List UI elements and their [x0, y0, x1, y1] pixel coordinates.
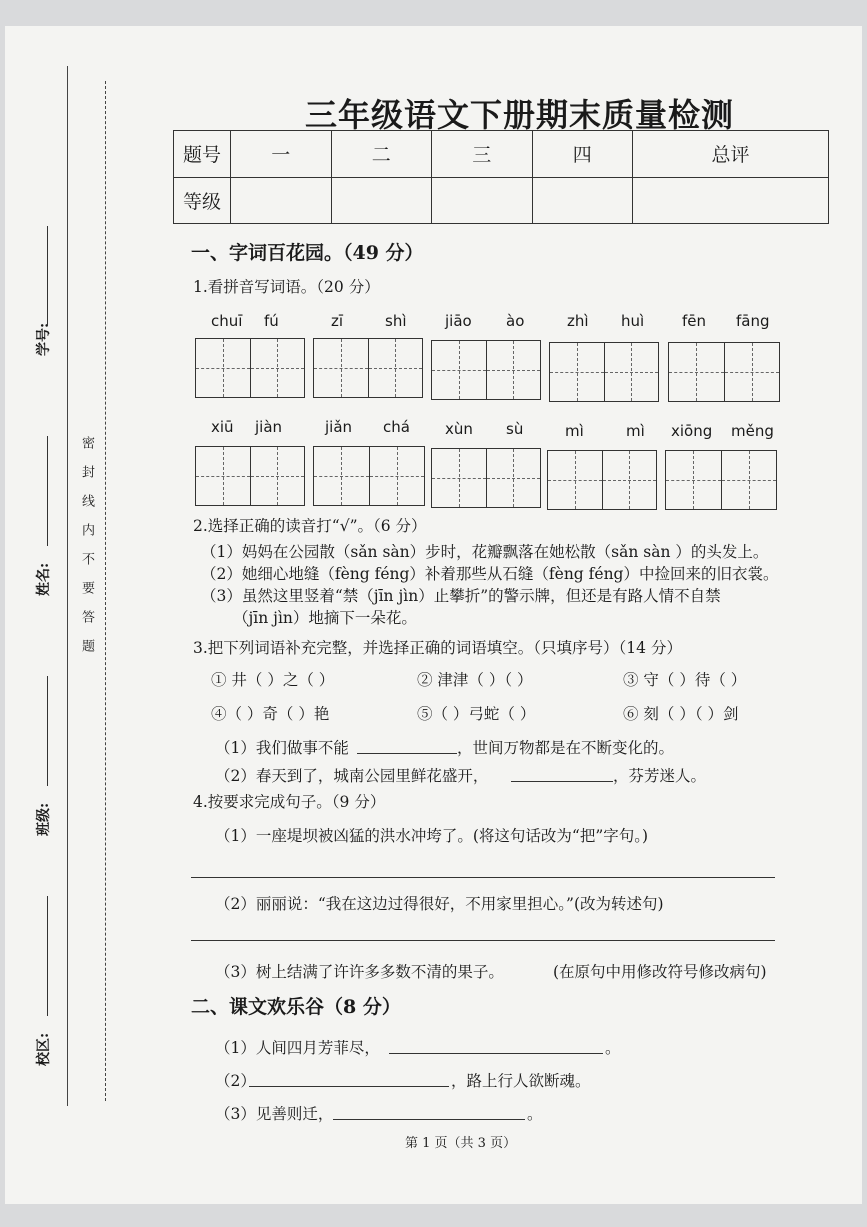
q3-sentence1-start: （1）我们做事不能	[215, 739, 349, 757]
class-label: 班级:	[36, 802, 52, 836]
writing-box[interactable]	[313, 338, 423, 398]
score-table	[173, 130, 829, 224]
answer-line[interactable]	[191, 940, 775, 941]
seal-notice: 密封线内不要答题	[79, 436, 94, 668]
student-id-label: 学号:	[36, 322, 52, 356]
q2-item: （jīn jìn）地摘下一朵花。	[233, 609, 417, 627]
page-footer: 第 1 页（共 3 页）	[405, 1136, 517, 1151]
poem-line2-start: （2）	[215, 1072, 256, 1090]
grade-input-cell[interactable]	[432, 177, 533, 224]
poem-line2-end: ，路上行人欲断魂。	[451, 1072, 591, 1090]
pinyin: mì	[626, 422, 645, 440]
score-table-header-row	[174, 131, 829, 178]
pinyin: zhì	[567, 312, 589, 330]
grade-input-cell[interactable]	[231, 177, 332, 224]
pinyin: shì	[385, 312, 407, 330]
grade-input-cell[interactable]	[331, 177, 432, 224]
pinyin: sù	[506, 420, 524, 438]
score-cell: 二	[331, 131, 432, 178]
q3-sentence2-start: （2）春天到了，城南公园里鲜花盛开，	[215, 767, 489, 785]
q3-word: ⑥ 刻（ ）（ ）剑	[623, 705, 739, 723]
q3-word: ④（ ）奇（ ）艳	[211, 705, 330, 723]
score-cell: 题号	[174, 131, 231, 178]
pinyin: fēn	[682, 312, 707, 330]
score-cell: 三	[432, 131, 533, 178]
pinyin: měng	[731, 422, 774, 440]
writing-box[interactable]	[665, 450, 777, 510]
q4-prompt: 4.按要求完成句子。（9 分）	[193, 793, 386, 811]
writing-box[interactable]	[431, 340, 541, 400]
q3-sentence2-end: ，芬芳迷人。	[613, 767, 707, 785]
writing-box[interactable]	[195, 446, 305, 506]
school-label: 校区:	[36, 1032, 52, 1066]
name-label: 姓名:	[36, 562, 52, 596]
exam-title: 三年级语文下册期末质量检测	[305, 96, 735, 134]
poem-line1-end: 。	[605, 1039, 621, 1057]
score-cell: 一	[231, 131, 332, 178]
q3-word: ⑤（ ）弓蛇（ ）	[417, 705, 536, 723]
score-cell: 四	[532, 131, 633, 178]
student-id-line	[47, 226, 48, 326]
q3-sentence1-end: ，世间万物都是在不断变化的。	[457, 739, 675, 757]
writing-box[interactable]	[668, 342, 780, 402]
pinyin: xiōng	[671, 422, 713, 440]
pinyin: fāng	[736, 312, 770, 330]
q4-sentence2: （2）丽丽说：“我在这边过得很好，不用家里担心。”(改为转述句)	[215, 895, 664, 913]
class-line	[47, 676, 48, 786]
binding-line-outer	[67, 66, 68, 1106]
pinyin: jiǎn	[325, 418, 353, 436]
writing-box[interactable]	[547, 450, 657, 510]
q3-word: ② 津津（ ）（ ）	[417, 671, 533, 689]
writing-box[interactable]	[549, 342, 659, 402]
pinyin: zī	[331, 312, 344, 330]
q4-sentence3-note: (在原句中用修改符号修改病句)	[553, 963, 767, 981]
writing-box[interactable]	[313, 446, 425, 506]
pinyin: ào	[506, 312, 525, 330]
grade-input-cell[interactable]	[532, 177, 633, 224]
q2-item: （2）她细心地缝（fèng féng）补着那些从石缝（fèng féng）中捡回来的旧衣裳。	[201, 565, 779, 583]
poem-line3-end: 。	[527, 1105, 543, 1123]
q3-prompt: 3.把下列词语补充完整，并选择正确的词语填空。（只填序号）（14 分）	[193, 639, 682, 657]
school-line	[47, 896, 48, 1016]
pinyin: jiāo	[445, 312, 472, 330]
answer-line[interactable]	[191, 877, 775, 878]
poem-line1-start: （1）人间四月芳菲尽，	[215, 1039, 380, 1057]
q2-item: （1）妈妈在公园散（sǎn sàn）步时，花瓣飘落在她松散（sǎn sàn ）的头发上。	[201, 543, 769, 561]
q2-prompt: 2.选择正确的读音打“√”。（6 分）	[193, 517, 427, 535]
pinyin: mì	[565, 422, 584, 440]
score-cell: 总评	[633, 131, 829, 178]
score-cell: 等级	[174, 177, 231, 224]
pinyin: huì	[621, 312, 645, 330]
name-line	[47, 436, 48, 546]
pinyin: chuī	[211, 312, 243, 330]
q4-sentence3: （3）树上结满了许许多多数不清的果子。	[215, 963, 504, 981]
answer-blank[interactable]	[389, 1053, 603, 1054]
pinyin: chá	[383, 418, 410, 436]
q4-sentence1: （1）一座堤坝被凶猛的洪水冲垮了。(将这句话改为“把”字句。)	[215, 827, 649, 845]
exam-sheet	[5, 26, 862, 1204]
section1-heading: 一、字词百花园。（49 分）	[191, 242, 424, 264]
answer-blank[interactable]	[249, 1086, 449, 1087]
score-table-grade-row	[174, 177, 829, 224]
poem-line3-start: （3）见善则迁，	[215, 1105, 334, 1123]
pinyin: xiū	[211, 418, 234, 436]
answer-blank[interactable]	[357, 753, 457, 754]
answer-blank[interactable]	[333, 1119, 525, 1120]
q1-prompt: 1.看拼音写词语。（20 分）	[193, 278, 380, 296]
q3-word: ① 井（ ）之（ ）	[211, 671, 335, 689]
pinyin: xùn	[445, 420, 473, 438]
section2-heading: 二、课文欢乐谷（8 分）	[191, 996, 401, 1018]
grade-input-cell[interactable]	[633, 177, 829, 224]
q2-item: （3）虽然这里竖着“禁（jīn jìn）止攀折”的警示牌，但还是有路人情不自禁	[201, 587, 721, 605]
answer-blank[interactable]	[511, 781, 613, 782]
pinyin: jiàn	[255, 418, 283, 436]
binding-line-inner	[105, 81, 106, 1101]
pinyin: fú	[264, 312, 279, 330]
writing-box[interactable]	[195, 338, 305, 398]
q3-word: ③ 守（ ）待（ ）	[623, 671, 747, 689]
writing-box[interactable]	[431, 448, 541, 508]
